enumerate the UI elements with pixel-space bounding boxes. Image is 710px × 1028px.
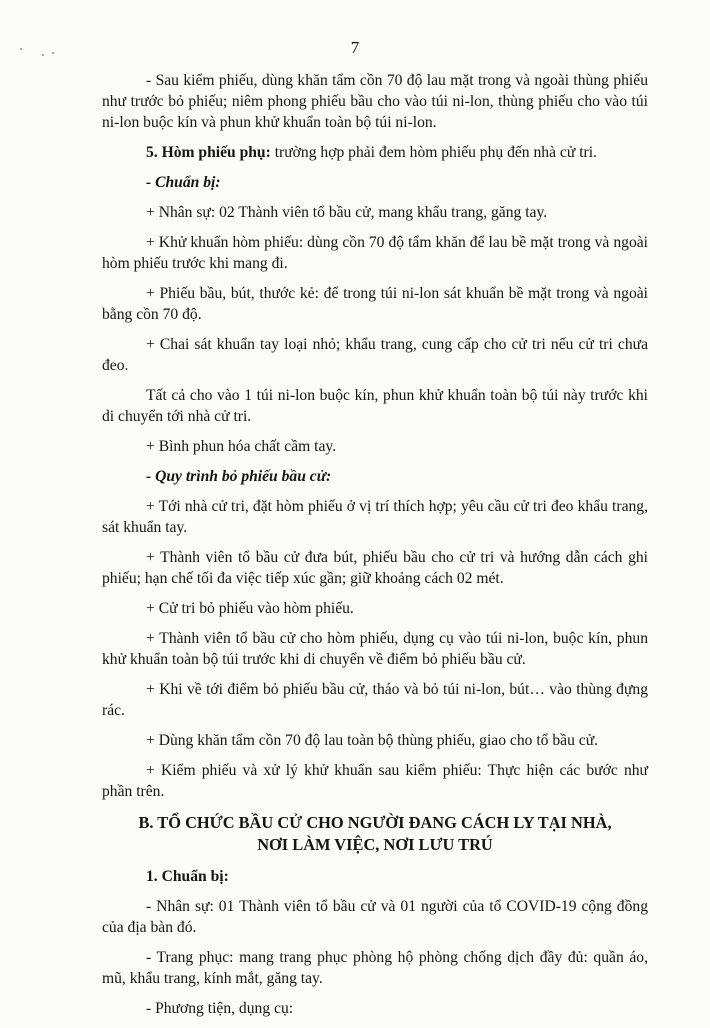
section-5 [102,142,648,163]
paragraph-after-count: - Sau kiểm phiếu, dùng khăn tẩm cồn 70 độ lau mặt trong và ngoài thùng phiếu như trước bỏ phiếu; niêm phong phiếu bầu cho vào túi ni-lon, thùng phiếu cho vào túi ni-lon buộc kín và phun khử khuẩn toàn bộ túi ni-lon. [102,72,648,131]
prep-item: + Bình phun hóa chất cầm tay. [146,438,337,455]
page-number: 7 [350,38,360,57]
prep-item: + Khử khuẩn hòm phiếu: dùng cồn 70 độ tẩm khăn để lau bề mặt trong và ngoài hòm phiếu trước khi mang đi. [102,234,648,272]
section-b-heading-line1: B. TỔ CHỨC BẦU CỬ CHO NGƯỜI ĐANG CÁCH LY TẠI NHÀ, [138,813,612,832]
prep-item: Tất cả cho vào 1 túi ni-lon buộc kín, phun khử khuẩn toàn bộ túi này trước khi di chuyển tới nhà cử tri. [102,387,648,425]
process-item: + Thành viên tổ bầu cử cho hòm phiếu, dụng cụ vào túi ni-lon, buộc kín, phun khử khuẩn toàn bộ túi trước khi di chuyển về điểm bỏ phiếu bầu cử. [102,630,648,668]
b1-item: - Trang phục: mang trang phục phòng hộ phòng chống dịch đầy đủ: quần áo, mũ, khẩu trang, kính mắt, găng tay. [102,949,648,987]
prep-title: - Chuẩn bị: [146,174,221,191]
process-title: - Quy trình bỏ phiếu bầu cử: [146,468,332,485]
prep-item: + Phiếu bầu, bút, thước kẻ: để trong túi ni-lon sát khuẩn bề mặt trong và ngoài bằng cồn 70 độ. [102,285,648,323]
process-item: + Khi về tới điểm bỏ phiếu bầu cử, tháo và bỏ túi ni-lon, bút… vào thùng đựng rác. [102,681,648,719]
b1-item: - Nhân sự: 01 Thành viên tổ bầu cử và 01 người của tổ COVID-19 cộng đồng của địa bàn đó. [102,898,648,936]
document-body [102,70,648,1028]
process-item: + Thành viên tổ bầu cử đưa bút, phiếu bầu cho cử tri và hướng dẫn cách ghi phiếu; hạn chế tối đa việc tiếp xúc gần; giữ khoảng cách 02 mét. [102,549,648,587]
process-item: + Cử tri bỏ phiếu vào hòm phiếu. [146,600,354,617]
section-5-title: 5. Hòm phiếu phụ: [146,144,271,161]
b1-item: - Phương tiện, dụng cụ: [146,1000,294,1017]
process-item: + Dùng khăn tẩm cồn 70 độ lau toàn bộ thùng phiếu, giao cho tổ bầu cử. [146,732,599,749]
section-5-text: trường hợp phải đem hòm phiếu phụ đến nhà cử tri. [270,144,597,161]
prep-item: + Nhân sự: 02 Thành viên tổ bầu cử, mang khẩu trang, găng tay. [146,204,548,221]
process-item: + Tới nhà cử tri, đặt hòm phiếu ở vị trí thích hợp; yêu cầu cử tri đeo khẩu trang, sát khuẩn tay. [102,498,648,536]
b1-title: 1. Chuẩn bị: [146,868,229,885]
section-b-heading-line2: NƠI LÀM VIỆC, NƠI LƯU TRÚ [257,835,493,854]
section-b-heading [102,812,648,856]
prep-item: + Chai sát khuẩn tay loại nhỏ; khẩu trang, cung cấp cho cử tri nếu cử tri chưa đeo. [102,336,648,374]
process-item: + Kiểm phiếu và xử lý khử khuẩn sau kiểm phiếu: Thực hiện các bước như phần trên. [102,762,648,800]
